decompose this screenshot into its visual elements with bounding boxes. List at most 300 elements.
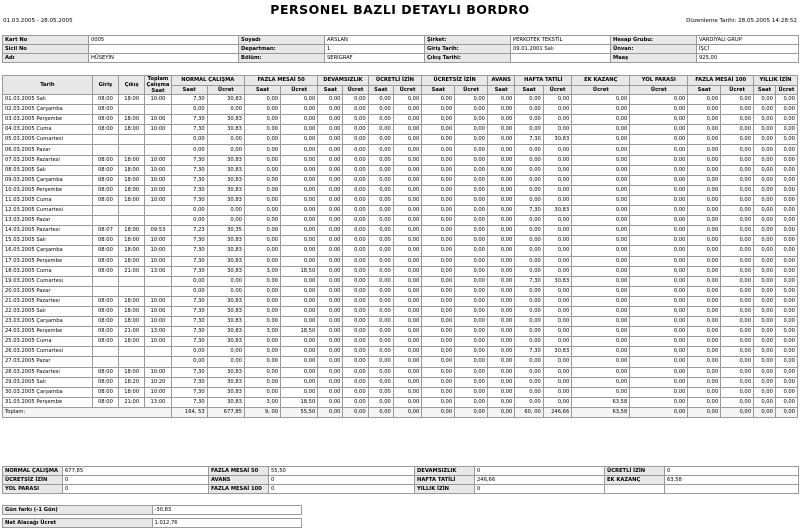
cell-value: 30,83 bbox=[207, 165, 244, 175]
cell-value: 7,30 bbox=[171, 266, 207, 276]
cell-value: 0,00 bbox=[488, 236, 515, 246]
subheader-saat: Saat bbox=[318, 85, 343, 95]
cell-value: 0,00 bbox=[515, 125, 543, 135]
cell-value: 0,00 bbox=[281, 236, 318, 246]
header-cikis: Çıkış bbox=[119, 76, 145, 95]
cell-value: 0,00 bbox=[422, 135, 455, 145]
cell-value: 0,00 bbox=[754, 397, 776, 407]
cell-cikis: 18:00 bbox=[119, 165, 145, 175]
cell-value: 0,00 bbox=[422, 317, 455, 327]
cell-toplam: 10:00 bbox=[145, 175, 171, 185]
cell-value: 0,00 bbox=[244, 246, 280, 256]
cell-date: 13.03.2005 Pazar bbox=[3, 216, 93, 226]
header-giris: Giriş bbox=[92, 76, 118, 95]
cell-cikis: 18:00 bbox=[119, 175, 145, 185]
cell-value: 0,00 bbox=[572, 216, 630, 226]
cell-value: 18,50 bbox=[281, 266, 318, 276]
cell-value: 0,00 bbox=[688, 115, 721, 125]
cell-value: 0,00 bbox=[572, 276, 630, 286]
cell-value: 0,00 bbox=[630, 175, 688, 185]
cell-value: 30,83 bbox=[207, 125, 244, 135]
cell-value: 0,00 bbox=[775, 95, 797, 105]
cell-value: 0,00 bbox=[775, 135, 797, 145]
cell-date: 14.03.2005 Pazartesi bbox=[3, 226, 93, 236]
cell-value: 30,83 bbox=[207, 115, 244, 125]
total-value: 0,00 bbox=[422, 407, 455, 417]
cell-toplam: 10:20 bbox=[145, 377, 171, 387]
cell-value: 0,00 bbox=[368, 357, 393, 367]
cell-value: 0,00 bbox=[721, 115, 754, 125]
cell-giris: 08:00 bbox=[92, 125, 118, 135]
cell-value: 0,00 bbox=[721, 195, 754, 205]
cell-value: 0,00 bbox=[281, 286, 318, 296]
summary-label: FAZLA MESAİ 100 bbox=[209, 485, 269, 494]
cell-value: 0,00 bbox=[688, 155, 721, 165]
cell-value: 0,00 bbox=[754, 206, 776, 216]
cell-value: 0,00 bbox=[721, 95, 754, 105]
cell-value: 30,83 bbox=[207, 256, 244, 266]
info-label: Departman: bbox=[239, 45, 325, 54]
cell-value: 0,00 bbox=[721, 236, 754, 246]
cell-value: 30,83 bbox=[543, 276, 571, 286]
cell-value: 0,00 bbox=[515, 105, 543, 115]
total-value: 0,00 bbox=[775, 407, 797, 417]
cell-value: 0,00 bbox=[343, 367, 368, 377]
table-row bbox=[3, 145, 798, 155]
cell-value: 0,00 bbox=[422, 95, 455, 105]
cell-date: 20.03.2005 Pazar bbox=[3, 286, 93, 296]
cell-value: 0,00 bbox=[455, 206, 488, 216]
cell-value: 0,00 bbox=[630, 95, 688, 105]
summary-table bbox=[2, 466, 799, 494]
cell-value: 0,00 bbox=[343, 165, 368, 175]
cell-value: 30,83 bbox=[207, 387, 244, 397]
summary-row bbox=[3, 476, 799, 485]
cell-value: 0,00 bbox=[393, 367, 421, 377]
gun-farki-value: -30,83 bbox=[152, 506, 302, 515]
cell-value: 0,00 bbox=[515, 246, 543, 256]
info-label: Kart No bbox=[3, 36, 89, 45]
cell-value: 0,00 bbox=[393, 155, 421, 165]
cell-value: 0,00 bbox=[393, 195, 421, 205]
info-label: Şirket: bbox=[425, 36, 511, 45]
cell-date: 07.03.2005 Pazartesi bbox=[3, 155, 93, 165]
cell-value: 7,30 bbox=[515, 347, 543, 357]
cell-cikis: 21:00 bbox=[119, 266, 145, 276]
cell-value: 0,00 bbox=[171, 357, 207, 367]
cell-value: 0,00 bbox=[630, 125, 688, 135]
cell-value: 0,00 bbox=[343, 306, 368, 316]
cell-value: 0,00 bbox=[688, 397, 721, 407]
cell-value: 0,00 bbox=[515, 256, 543, 266]
cell-value: 0,00 bbox=[455, 306, 488, 316]
cell-value: 0,00 bbox=[171, 276, 207, 286]
cell-value: 0,00 bbox=[572, 195, 630, 205]
table-row bbox=[3, 115, 798, 125]
cell-value: 30,83 bbox=[543, 206, 571, 216]
cell-value: 0,00 bbox=[688, 286, 721, 296]
total-value: 63,58 bbox=[572, 407, 630, 417]
cell-value: 0,00 bbox=[543, 105, 571, 115]
cell-value: 0,00 bbox=[343, 236, 368, 246]
cell-toplam: 10:00 bbox=[145, 387, 171, 397]
cell-giris: 08:00 bbox=[92, 367, 118, 377]
total-value: 0,00 bbox=[368, 407, 393, 417]
cell-value: 0,00 bbox=[244, 367, 280, 377]
cell-value: 0,00 bbox=[775, 155, 797, 165]
cell-value: 7,30 bbox=[171, 246, 207, 256]
cell-value: 0,00 bbox=[688, 296, 721, 306]
cell-value: 0,00 bbox=[318, 165, 343, 175]
cell-value: 0,00 bbox=[543, 306, 571, 316]
summary-value: 0 bbox=[269, 485, 415, 494]
cell-value: 0,00 bbox=[775, 317, 797, 327]
info-label: Ünvan: bbox=[611, 45, 697, 54]
cell-cikis bbox=[119, 286, 145, 296]
cell-value: 0,00 bbox=[422, 347, 455, 357]
cell-value: 0,00 bbox=[318, 236, 343, 246]
cell-giris: 08:00 bbox=[92, 185, 118, 195]
cell-value: 0,00 bbox=[721, 145, 754, 155]
cell-value: 0,00 bbox=[630, 165, 688, 175]
cell-value: 0,00 bbox=[244, 155, 280, 165]
cell-cikis: 18:00 bbox=[119, 195, 145, 205]
summary-value: 0 bbox=[63, 476, 209, 485]
cell-value: 0,00 bbox=[343, 266, 368, 276]
cell-value: 0,00 bbox=[543, 226, 571, 236]
cell-value: 0,00 bbox=[422, 397, 455, 407]
cell-giris: 08:00 bbox=[92, 317, 118, 327]
cell-value: 0,00 bbox=[572, 327, 630, 337]
cell-value: 0,00 bbox=[488, 185, 515, 195]
cell-value: 0,00 bbox=[393, 286, 421, 296]
cell-giris bbox=[92, 347, 118, 357]
info-label: Giriş Tarih: bbox=[425, 45, 511, 54]
cell-value: 0,00 bbox=[775, 377, 797, 387]
table-row bbox=[3, 397, 798, 407]
cell-value: 0,00 bbox=[244, 115, 280, 125]
cell-value: 0,00 bbox=[281, 165, 318, 175]
cell-giris: 08:00 bbox=[92, 95, 118, 105]
cell-value: 0,00 bbox=[368, 165, 393, 175]
cell-cikis: 18:00 bbox=[119, 95, 145, 105]
cell-value: 0,00 bbox=[754, 246, 776, 256]
cell-value: 0,00 bbox=[515, 175, 543, 185]
cell-value: 0,00 bbox=[572, 296, 630, 306]
cell-value: 7,30 bbox=[171, 155, 207, 165]
cell-value: 0,00 bbox=[281, 347, 318, 357]
table-row bbox=[3, 226, 798, 236]
cell-value: 0,00 bbox=[572, 367, 630, 377]
cell-value: 0,00 bbox=[543, 296, 571, 306]
cell-value: 0,00 bbox=[343, 357, 368, 367]
cell-value: 0,00 bbox=[318, 115, 343, 125]
cell-date: 01.03.2005 Salı bbox=[3, 95, 93, 105]
cell-value: 0,00 bbox=[393, 125, 421, 135]
cell-value: 0,00 bbox=[543, 145, 571, 155]
cell-value: 0,00 bbox=[775, 286, 797, 296]
cell-value: 0,00 bbox=[515, 216, 543, 226]
cell-cikis: 18:00 bbox=[119, 256, 145, 266]
cell-value: 0,00 bbox=[281, 105, 318, 115]
cell-value: 0,00 bbox=[775, 175, 797, 185]
cell-value: 7,30 bbox=[171, 327, 207, 337]
cell-toplam bbox=[145, 105, 171, 115]
cell-value: 0,00 bbox=[543, 397, 571, 407]
cell-value: 0,00 bbox=[343, 226, 368, 236]
employee-info-table bbox=[2, 35, 799, 63]
cell-date: 30.03.2005 Çarşamba bbox=[3, 387, 93, 397]
cell-value: 0,00 bbox=[488, 165, 515, 175]
cell-value: 0,00 bbox=[572, 347, 630, 357]
cell-value: 7,30 bbox=[171, 165, 207, 175]
header-group: NORMAL ÇALIŞMA bbox=[171, 76, 244, 86]
cell-value: 0,00 bbox=[754, 195, 776, 205]
cell-value: 0,00 bbox=[368, 337, 393, 347]
cell-value: 0,00 bbox=[488, 387, 515, 397]
cell-value: 0,00 bbox=[515, 236, 543, 246]
cell-value: 0,00 bbox=[318, 276, 343, 286]
cell-value: 0,00 bbox=[488, 377, 515, 387]
subheader-ucret: Ücret bbox=[281, 85, 318, 95]
cell-giris: 08:00 bbox=[92, 236, 118, 246]
cell-value: 0,00 bbox=[244, 357, 280, 367]
cell-value: 0,00 bbox=[488, 216, 515, 226]
page-title: PERSONEL BAZLI DETAYLI BORDRO bbox=[270, 2, 530, 17]
cell-value: 0,00 bbox=[488, 357, 515, 367]
cell-value: 0,00 bbox=[754, 256, 776, 266]
cell-value: 0,00 bbox=[244, 387, 280, 397]
cell-cikis bbox=[119, 105, 145, 115]
info-label: Çıkış Tarihi: bbox=[425, 54, 511, 63]
cell-value: 0,00 bbox=[688, 165, 721, 175]
cell-value: 0,00 bbox=[393, 327, 421, 337]
cell-value: 0,00 bbox=[368, 276, 393, 286]
cell-cikis bbox=[119, 216, 145, 226]
cell-value: 7,30 bbox=[171, 175, 207, 185]
cell-date: 23.03.2005 Çarşamba bbox=[3, 317, 93, 327]
cell-value: 0,00 bbox=[318, 347, 343, 357]
cell-value: 30,83 bbox=[207, 246, 244, 256]
cell-value: 0,00 bbox=[422, 246, 455, 256]
cell-value: 0,00 bbox=[343, 377, 368, 387]
cell-value: 0,00 bbox=[244, 347, 280, 357]
cell-cikis bbox=[119, 347, 145, 357]
cell-value: 0,00 bbox=[688, 327, 721, 337]
cell-toplam: 10:00 bbox=[145, 296, 171, 306]
cell-value: 18,50 bbox=[281, 397, 318, 407]
cell-value: 30,83 bbox=[207, 327, 244, 337]
cell-value: 0,00 bbox=[244, 145, 280, 155]
cell-value: 0,00 bbox=[393, 337, 421, 347]
cell-value: 0,00 bbox=[455, 367, 488, 377]
cell-value: 0,00 bbox=[393, 206, 421, 216]
cell-value: 0,00 bbox=[630, 206, 688, 216]
cell-value: 0,00 bbox=[721, 317, 754, 327]
cell-value: 0,00 bbox=[630, 105, 688, 115]
cell-value: 0,00 bbox=[244, 256, 280, 266]
cell-value: 0,00 bbox=[318, 216, 343, 226]
cell-value: 0,00 bbox=[515, 357, 543, 367]
cell-giris: 08:00 bbox=[92, 387, 118, 397]
cell-cikis: 18:00 bbox=[119, 337, 145, 347]
subheader-ucret: Ücret bbox=[343, 85, 368, 95]
cell-value: 0,00 bbox=[368, 306, 393, 316]
cell-toplam: 10:00 bbox=[145, 337, 171, 347]
cell-value: 0,00 bbox=[754, 115, 776, 125]
cell-value: 0,00 bbox=[630, 317, 688, 327]
cell-value: 0,00 bbox=[244, 377, 280, 387]
cell-value: 0,00 bbox=[171, 105, 207, 115]
cell-value: 0,00 bbox=[455, 286, 488, 296]
cell-value: 0,00 bbox=[515, 115, 543, 125]
cell-toplam: 10:00 bbox=[145, 317, 171, 327]
cell-value: 0,00 bbox=[244, 125, 280, 135]
cell-value: 0,00 bbox=[393, 175, 421, 185]
summary-value: 0 bbox=[475, 467, 605, 476]
cell-value: 0,00 bbox=[721, 165, 754, 175]
cell-value: 0,00 bbox=[515, 266, 543, 276]
cell-value: 7,30 bbox=[515, 276, 543, 286]
cell-value: 0,00 bbox=[721, 286, 754, 296]
cell-value: 0,00 bbox=[393, 185, 421, 195]
cell-value: 0,00 bbox=[281, 246, 318, 256]
cell-toplam: 10:00 bbox=[145, 306, 171, 316]
summary-row bbox=[3, 485, 799, 494]
net-alacak-value: 1.012,76 bbox=[152, 519, 302, 528]
cell-value: 0,00 bbox=[572, 125, 630, 135]
cell-value: 30,83 bbox=[207, 317, 244, 327]
cell-value: 0,00 bbox=[244, 236, 280, 246]
cell-value: 0,00 bbox=[515, 327, 543, 337]
cell-value: 0,00 bbox=[422, 195, 455, 205]
cell-cikis bbox=[119, 357, 145, 367]
cell-value: 0,00 bbox=[244, 105, 280, 115]
cell-value: 0,00 bbox=[244, 175, 280, 185]
cell-value: 0,00 bbox=[488, 337, 515, 347]
cell-value: 30,83 bbox=[207, 175, 244, 185]
cell-value: 0,00 bbox=[422, 256, 455, 266]
table-row bbox=[3, 306, 798, 316]
cell-date: 12.03.2005 Cumartesi bbox=[3, 206, 93, 216]
cell-value: 30,83 bbox=[207, 306, 244, 316]
cell-value: 0,00 bbox=[754, 165, 776, 175]
subheader-saat: Saat bbox=[422, 85, 455, 95]
cell-value: 0,00 bbox=[754, 317, 776, 327]
cell-toplam: 10:00 bbox=[145, 165, 171, 175]
cell-date: 10.03.2005 Perşembe bbox=[3, 185, 93, 195]
cell-value: 0,00 bbox=[721, 216, 754, 226]
cell-value: 0,00 bbox=[281, 125, 318, 135]
cell-value: 0,00 bbox=[343, 286, 368, 296]
net-alacak-label: Net Alacağı Ücret bbox=[3, 519, 153, 528]
cell-value: 0,00 bbox=[688, 125, 721, 135]
subheader-saat: Saat bbox=[754, 85, 776, 95]
cell-value: 7,30 bbox=[171, 317, 207, 327]
cell-value: 0,00 bbox=[630, 226, 688, 236]
header-tarih: Tarih bbox=[3, 76, 93, 95]
cell-value: 0,00 bbox=[775, 337, 797, 347]
cell-value: 0,00 bbox=[343, 387, 368, 397]
cell-cikis: 18:00 bbox=[119, 155, 145, 165]
cell-value: 0,00 bbox=[754, 276, 776, 286]
cell-value: 0,00 bbox=[244, 216, 280, 226]
cell-value: 0,00 bbox=[721, 226, 754, 236]
cell-giris: 08:07 bbox=[92, 226, 118, 236]
cell-value: 0,00 bbox=[515, 397, 543, 407]
cell-value: 0,00 bbox=[343, 155, 368, 165]
table-row bbox=[3, 236, 798, 246]
cell-value: 0,00 bbox=[343, 105, 368, 115]
info-value: 0005 bbox=[89, 36, 239, 45]
cell-value: 0,00 bbox=[488, 286, 515, 296]
cell-value: 0,00 bbox=[775, 195, 797, 205]
table-row bbox=[3, 266, 798, 276]
cell-value: 0,00 bbox=[630, 377, 688, 387]
cell-value: 7,30 bbox=[171, 195, 207, 205]
cell-value: 0,00 bbox=[630, 347, 688, 357]
cell-value: 0,00 bbox=[775, 357, 797, 367]
cell-value: 0,00 bbox=[630, 256, 688, 266]
cell-value: 0,00 bbox=[455, 115, 488, 125]
cell-value: 0,00 bbox=[244, 185, 280, 195]
cell-value: 0,00 bbox=[343, 317, 368, 327]
cell-value: 0,00 bbox=[775, 145, 797, 155]
cell-value: 0,00 bbox=[393, 95, 421, 105]
cell-value: 0,00 bbox=[688, 185, 721, 195]
cell-value: 7,30 bbox=[171, 306, 207, 316]
cell-value: 7,30 bbox=[515, 206, 543, 216]
cell-date: 29.03.2005 Salı bbox=[3, 377, 93, 387]
cell-toplam bbox=[145, 276, 171, 286]
cell-value: 0,00 bbox=[515, 306, 543, 316]
cell-value: 0,00 bbox=[754, 337, 776, 347]
cell-value: 0,00 bbox=[543, 165, 571, 175]
info-value bbox=[89, 45, 239, 54]
cell-value: 0,00 bbox=[244, 95, 280, 105]
cell-value: 0,00 bbox=[630, 276, 688, 286]
info-value bbox=[511, 54, 611, 63]
cell-giris: 08:00 bbox=[92, 337, 118, 347]
cell-value: 0,00 bbox=[488, 115, 515, 125]
cell-value: 0,00 bbox=[572, 185, 630, 195]
total-value: 164, 53 bbox=[171, 407, 207, 417]
cell-value: 0,00 bbox=[572, 236, 630, 246]
cell-value: 30,83 bbox=[207, 95, 244, 105]
subheader-saat: Saat bbox=[368, 85, 393, 95]
cell-value: 0,00 bbox=[488, 327, 515, 337]
cell-value: 0,00 bbox=[543, 266, 571, 276]
cell-toplam bbox=[145, 206, 171, 216]
cell-value: 0,00 bbox=[455, 327, 488, 337]
cell-value: 0,00 bbox=[688, 276, 721, 286]
cell-value: 0,00 bbox=[721, 155, 754, 165]
cell-value: 0,00 bbox=[343, 185, 368, 195]
cell-value: 0,00 bbox=[754, 155, 776, 165]
cell-toplam: 10:00 bbox=[145, 115, 171, 125]
cell-value: 0,00 bbox=[721, 175, 754, 185]
cell-value: 0,00 bbox=[775, 206, 797, 216]
cell-value: 0,00 bbox=[368, 175, 393, 185]
cell-value: 0,00 bbox=[455, 296, 488, 306]
cell-date: 24.03.2005 Perşembe bbox=[3, 327, 93, 337]
cell-value: 0,00 bbox=[393, 246, 421, 256]
cell-toplam: 10:00 bbox=[145, 195, 171, 205]
cell-value: 0,00 bbox=[393, 377, 421, 387]
cell-value: 0,00 bbox=[422, 165, 455, 175]
total-row bbox=[3, 407, 798, 417]
cell-value: 0,00 bbox=[721, 105, 754, 115]
